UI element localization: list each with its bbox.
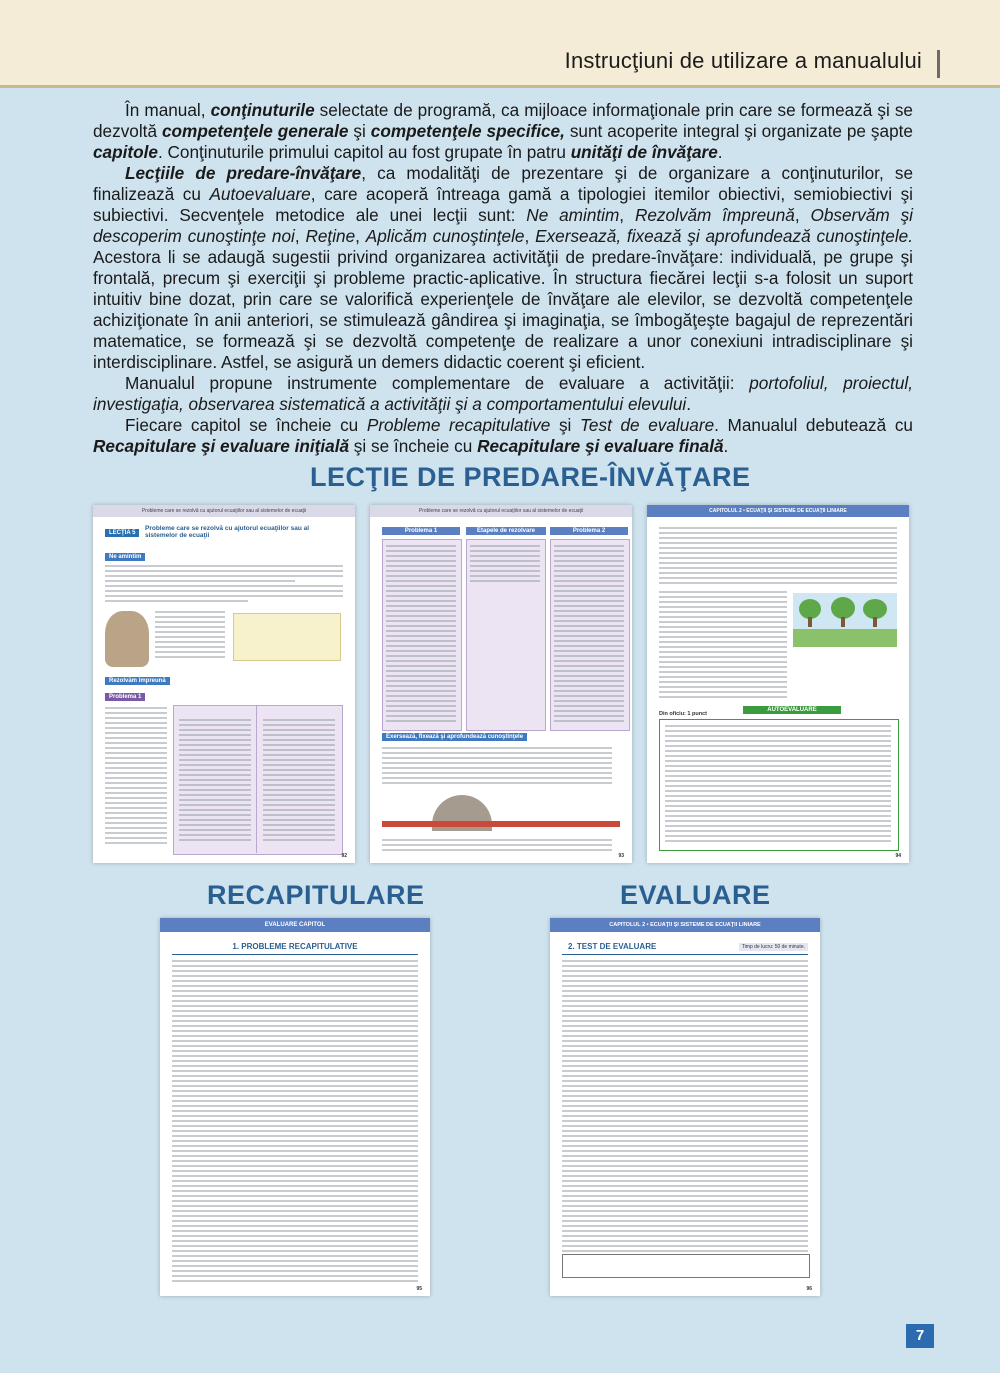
- text-run: Manualul propune instrumente complementare de evaluare a activităţii:: [125, 373, 750, 393]
- thumb-running-head: Probleme care se rezolvă cu ajutorul ecuaţiilor sau al sistemelor de ecuaţii: [93, 505, 355, 517]
- text-run: competenţele specifice,: [370, 121, 565, 141]
- text-lines: [382, 839, 612, 854]
- thumb-running-head: EVALUARE CAPITOL: [160, 918, 430, 932]
- heading-rule: [562, 954, 808, 955]
- thumb-running-head: Probleme care se rezolvă cu ajutorul ecuaţiilor sau al sistemelor de ecuaţii: [370, 505, 632, 517]
- section-title-evaluare: EVALUARE: [620, 880, 771, 910]
- section-title-lectie: LECŢIE DE PREDARE-ÎNVĂŢARE: [310, 462, 751, 492]
- text-run: portofoliul, proiectul, investigaţia, observarea sistematică a activităţii şi a comportamentului elevului: [93, 373, 913, 414]
- text-run: .: [723, 436, 729, 456]
- ne-amintim-tag: Ne amintim: [105, 553, 145, 561]
- text-lines: [155, 611, 225, 661]
- recap-heading: 1. PROBLEME RECAPITULATIVE: [232, 942, 358, 951]
- text-run: ,: [794, 205, 811, 225]
- text-run: Ne amintim: [526, 205, 620, 225]
- text-lines: [386, 545, 456, 725]
- text-lines: [659, 591, 787, 701]
- thumb-running-head: CAPITOLUL 2 • ECUAŢII ŞI SISTEME DE ECUAŢII LINIARE: [647, 505, 909, 517]
- text-lines: [659, 527, 897, 587]
- recapitulare-page-thumbnail: [160, 918, 430, 1296]
- text-lines: [105, 565, 343, 605]
- thumb-page-number: 95: [416, 1286, 422, 1292]
- table-divider: [256, 705, 257, 853]
- text-run: selectate de programă, ca mijloace informaţionale prin care se formează şi se dezvoltă: [93, 100, 913, 141]
- text-run: ,: [355, 226, 366, 246]
- text-run: , ca modalităţi de prezentare şi de organizare a conţinuturilor, se finalizează cu: [93, 163, 913, 204]
- text-run: Recapitulare şi evaluare finală: [477, 436, 724, 456]
- autoevaluare-page-thumbnail: [647, 505, 909, 863]
- lesson-page-thumbnail-2: [370, 505, 632, 863]
- exerseaza-tag: Exersează, fixează şi aprofundează cunoştinţele: [382, 733, 527, 741]
- thumb-running-head: CAPITOLUL 2 • ECUAŢII ŞI SISTEME DE ECUAŢII LINIARE: [550, 918, 820, 932]
- text-lines: [382, 747, 612, 787]
- intro-paragraph-1: [93, 100, 913, 163]
- intro-paragraph-2: [93, 163, 913, 373]
- train-image: [382, 821, 620, 827]
- text-run: Observăm şi descoperim cunoştinţe noi: [93, 205, 913, 246]
- text-run: capitole: [93, 142, 158, 162]
- orchard-image: [793, 593, 897, 647]
- text-run: sunt acoperite integral şi organizate pe şapte: [564, 121, 913, 141]
- rezolvam-tag: Rezolvăm împreună: [105, 677, 170, 685]
- text-lines: [554, 545, 624, 725]
- text-run: Recapitulare şi evaluare iniţială: [93, 436, 350, 456]
- score-table: [562, 1254, 810, 1278]
- text-lines: [665, 725, 891, 845]
- autoevaluare-tag: AUTOEVALUARE: [743, 706, 841, 714]
- text-lines: [263, 719, 335, 844]
- heading-rule: [172, 954, 418, 955]
- text-run: Autoevaluare: [209, 184, 311, 204]
- text-run: ,: [294, 226, 306, 246]
- text-run: ,: [619, 205, 635, 225]
- problema-tag: Problema 1: [105, 693, 145, 701]
- text-lines: [105, 707, 167, 847]
- text-run: şi se încheie cu: [349, 436, 478, 456]
- text-run: Fiecare capitol se încheie cu: [125, 415, 367, 435]
- intro-paragraph-4: [93, 415, 913, 457]
- text-run: .: [717, 142, 723, 162]
- text-run: .: [686, 394, 692, 414]
- header-divider: [937, 50, 940, 78]
- text-run: În manual,: [125, 100, 211, 120]
- evaluare-page-thumbnail: [550, 918, 820, 1296]
- note-box: [233, 613, 341, 661]
- text-lines: [172, 960, 418, 1285]
- text-run: Test de evaluare: [580, 415, 715, 435]
- text-run: Rezolvăm împreună: [634, 205, 795, 225]
- text-lines: [179, 719, 251, 844]
- text-run: ,: [524, 226, 536, 246]
- intro-text: [93, 100, 913, 457]
- intro-paragraph-3: [93, 373, 913, 415]
- text-run: unităţi de învăţare: [570, 142, 718, 162]
- text-run: Reţine: [305, 226, 356, 246]
- col-problema-1: Problema 1: [382, 527, 460, 535]
- lesson-tag: LECŢIA 5: [105, 529, 139, 537]
- text-run: Acestora li se adaugă sugestii privind organizarea activităţii de predare-învăţare: individuală, pe grupe şi frontală, precum şi exerciţii şi probleme practic-aplicative. În structura fiecărei lecţii s-a folosit un suport intuitiv bine dozat, prin care se valorifică experienţele de învăţare ale elevilor, se dezvoltă competenţele achiziţionate în anii anteriori, se stimulează gândirea şi imaginaţia, se îmbogăţeşte bagajul de reprezentări matematice, se formează şi se dezvoltă competenţe de realizare a unor conexiuni intradisciplinare şi interdisciplinare. Astfel, se asigură un demers didactic coerent şi eficient.: [93, 247, 913, 372]
- lesson-page-thumbnail: [93, 505, 355, 863]
- text-run: competenţele generale: [161, 121, 349, 141]
- text-run: . Manualul debutează cu: [714, 415, 913, 435]
- test-heading: 2. TEST DE EVALUARE: [568, 942, 657, 951]
- col-problema-2: Problema 2: [550, 527, 628, 535]
- text-run: conţinuturile: [210, 100, 315, 120]
- thumb-page-number: 96: [806, 1286, 812, 1292]
- text-run: Aplicăm cunoştinţele: [365, 226, 525, 246]
- text-run: şi: [550, 415, 580, 435]
- text-run: Exersează, fixează şi aprofundează cunoştinţele.: [535, 226, 913, 246]
- page-header: [0, 0, 1000, 88]
- section-title-recapitulare: RECAPITULARE: [207, 880, 425, 910]
- thumb-page-number: 94: [895, 853, 901, 859]
- col-etapele: Etapele de rezolvare: [466, 527, 546, 535]
- text-run: Probleme recapitulative: [366, 415, 551, 435]
- time-limit: Timp de lucru: 50 de minute.: [739, 943, 808, 951]
- text-run: şi: [348, 121, 371, 141]
- portrait-image: [105, 611, 149, 667]
- text-run: . Conţinuturile primului capitol au fost grupate în patru: [157, 142, 571, 162]
- text-run: , care acoperă întreaga gamă a tipologiei itemilor obiectivi, semiobiectivi şi subiectivi. Secvenţele metodice ale unei lecţii sunt:: [93, 184, 913, 225]
- page-number: 7: [906, 1324, 934, 1348]
- header-rule: [0, 85, 1000, 88]
- thumb-page-number: 93: [618, 853, 624, 859]
- text-lines: [470, 545, 540, 585]
- thumb-page-number: 92: [341, 853, 347, 859]
- text-lines: [562, 960, 808, 1255]
- lesson-title: Probleme care se rezolvă cu ajutorul ecuaţiilor sau al sistemelor de ecuaţii: [145, 525, 310, 539]
- din-oficiu: Din oficiu: 1 punct: [659, 711, 707, 717]
- text-run: Lecţiile de predare-învăţare: [125, 163, 362, 183]
- header-title: Instrucţiuni de utilizare a manualului: [564, 48, 922, 73]
